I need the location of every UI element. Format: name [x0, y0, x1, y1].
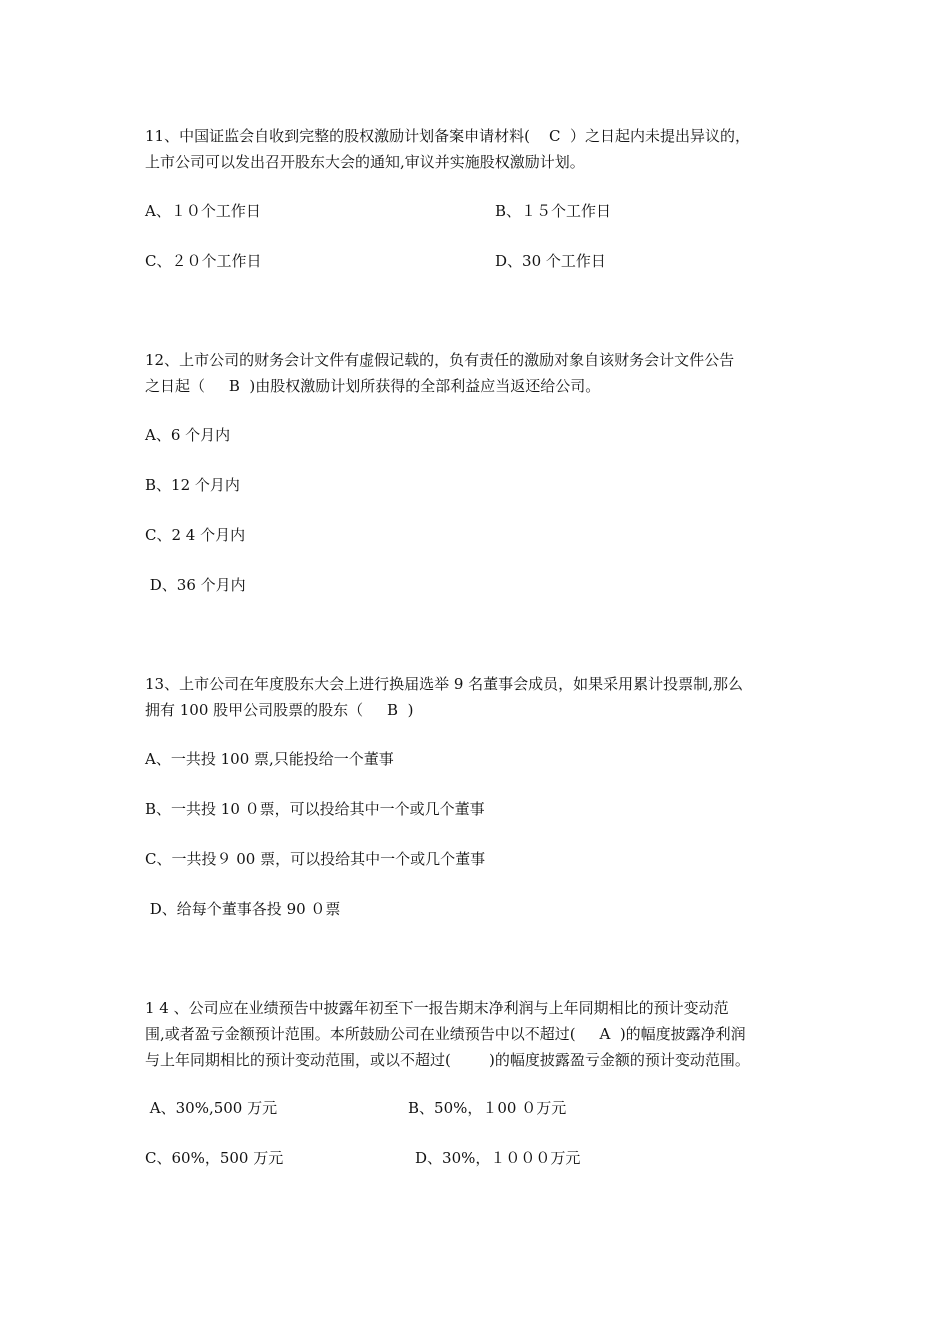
question-11-option-c: C、２０个工作日 [145, 252, 262, 270]
question-13-option-c: C、一共投９ 00 票，可以投给其中一个或几个董事 [145, 850, 486, 868]
question-12-option-a: A、6 个月内 [145, 426, 231, 444]
question-14-option-b: B、50%，１00 ０万元 [408, 1099, 567, 1117]
question-13-text-line-1: 13、上市公司在年度股东大会上进行换届选举 9 名董事会成员，如果采用累计投票制,那么 [145, 675, 743, 693]
question-14-option-d: D、30%，１０００万元 [415, 1149, 581, 1167]
question-14-text-line-2: 围,或者盈亏金额预计范围。本所鼓励公司在业绩预告中以不超过( A )的幅度披露净利润 [145, 1025, 746, 1043]
question-11-option-a: A、１０个工作日 [145, 202, 261, 220]
question-14-text-line-1: 1 4 、公司应在业绩预告中披露年初至下一报告期末净利润与上年同期相比的预计变动范 [145, 999, 729, 1017]
question-13-option-b: B、一共投 10 ０票，可以投给其中一个或几个董事 [145, 800, 485, 818]
question-14-text-line-3: 与上年同期相比的预计变动范围，或以不超过( )的幅度披露盈亏金额的预计变动范围。 [145, 1051, 750, 1069]
question-12-text-line-2: 之日起（ B )由股权激励计划所获得的全部利益应当返还给公司。 [145, 377, 601, 395]
question-14-option-c: C、60%，500 万元 [145, 1149, 284, 1167]
question-11-text-line-2: 上市公司可以发出召开股东大会的通知,审议并实施股权激励计划。 [145, 153, 585, 171]
question-11-option-b: B、１５个工作日 [495, 202, 612, 220]
question-13-text-line-2: 拥有 100 股甲公司股票的股东（ B ) [145, 701, 414, 719]
question-11-option-d: D、30 个工作日 [495, 252, 606, 270]
question-12-option-d: D、36 个月内 [145, 576, 246, 594]
question-13-option-a: A、一共投 100 票,只能投给一个董事 [145, 750, 394, 768]
question-12-option-c: C、2 4 个月内 [145, 526, 246, 544]
question-12-option-b: B、12 个月内 [145, 476, 240, 494]
question-13-option-d: D、给每个董事各投 90 ０票 [145, 900, 341, 918]
question-14-option-a: A、30%,500 万元 [145, 1099, 278, 1117]
question-12-text-line-1: 12、上市公司的财务会计文件有虚假记载的，负有责任的激励对象自该财务会计文件公告 [145, 351, 735, 369]
question-11-text-line-1: 11、中国证监会自收到完整的股权激励计划备案申请材料( C ）之日起内未提出异议的， [145, 127, 751, 145]
